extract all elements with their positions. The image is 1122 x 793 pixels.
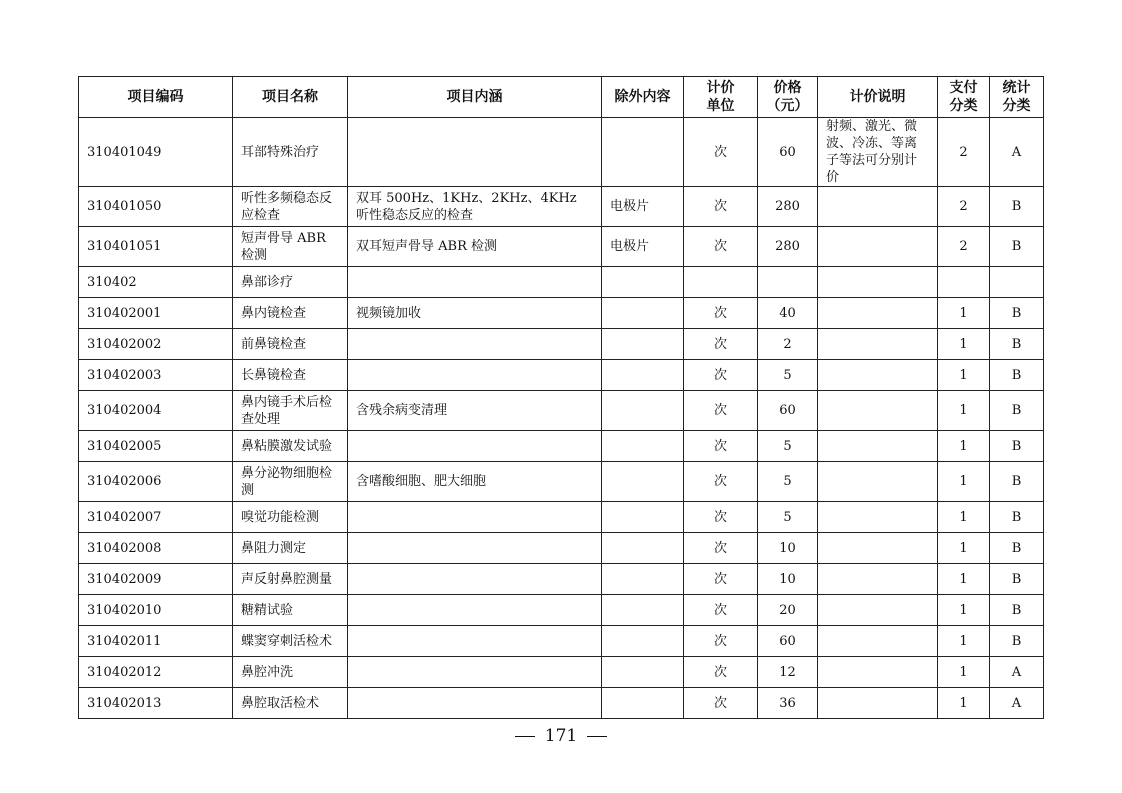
cell-name: 鼻部诊疗 [233, 267, 348, 298]
cell-pay: 1 [938, 688, 990, 719]
cell-excluded [602, 502, 684, 533]
cell-code: 310401049 [79, 118, 233, 187]
cell-note [818, 267, 938, 298]
cell-unit: 次 [684, 298, 758, 329]
cell-excluded [602, 462, 684, 502]
cell-code: 310401050 [79, 187, 233, 227]
cell-content: 双耳短声骨导 ABR 检测 [348, 227, 602, 267]
cell-pay: 1 [938, 462, 990, 502]
cell-excluded [602, 595, 684, 626]
cell-unit: 次 [684, 118, 758, 187]
header-unit: 计价 单位 [684, 77, 758, 118]
header-excluded: 除外内容 [602, 77, 684, 118]
cell-excluded: 电极片 [602, 227, 684, 267]
cell-pay: 2 [938, 187, 990, 227]
cell-pay: 1 [938, 564, 990, 595]
cell-note [818, 626, 938, 657]
table-row [79, 595, 1044, 626]
cell-note [818, 329, 938, 360]
table-row [79, 462, 1044, 502]
cell-unit: 次 [684, 462, 758, 502]
cell-stat: A [990, 657, 1044, 688]
page-footer [0, 726, 1122, 746]
cell-content [348, 360, 602, 391]
table-row [79, 502, 1044, 533]
cell-stat: B [990, 431, 1044, 462]
cell-stat: B [990, 360, 1044, 391]
table-row [79, 329, 1044, 360]
cell-name: 鼻阻力测定 [233, 533, 348, 564]
cell-excluded [602, 391, 684, 431]
cell-stat: B [990, 595, 1044, 626]
fee-table [78, 76, 1044, 719]
cell-code: 310402009 [79, 564, 233, 595]
cell-name: 声反射鼻腔测量 [233, 564, 348, 595]
cell-excluded [602, 626, 684, 657]
cell-stat: B [990, 462, 1044, 502]
cell-code: 310402007 [79, 502, 233, 533]
cell-content [348, 533, 602, 564]
cell-unit: 次 [684, 187, 758, 227]
cell-pay: 1 [938, 360, 990, 391]
cell-stat: B [990, 564, 1044, 595]
cell-stat: B [990, 626, 1044, 657]
cell-code: 310402003 [79, 360, 233, 391]
cell-price: 5 [758, 502, 818, 533]
cell-stat: B [990, 391, 1044, 431]
cell-unit: 次 [684, 329, 758, 360]
cell-price: 40 [758, 298, 818, 329]
cell-name: 鼻粘膜激发试验 [233, 431, 348, 462]
cell-code: 310402013 [79, 688, 233, 719]
table-row [79, 391, 1044, 431]
cell-price: 20 [758, 595, 818, 626]
cell-content [348, 564, 602, 595]
cell-pay: 1 [938, 626, 990, 657]
cell-content [348, 595, 602, 626]
cell-stat [990, 267, 1044, 298]
cell-pay: 2 [938, 118, 990, 187]
table-row [79, 626, 1044, 657]
cell-stat: B [990, 298, 1044, 329]
cell-name: 听性多频稳态反应检查 [233, 187, 348, 227]
cell-code: 310402010 [79, 595, 233, 626]
cell-note [818, 227, 938, 267]
cell-price: 12 [758, 657, 818, 688]
table-row [79, 298, 1044, 329]
cell-excluded [602, 657, 684, 688]
header-code: 项目编码 [79, 77, 233, 118]
cell-excluded [602, 118, 684, 187]
table-row [79, 267, 1044, 298]
cell-note [818, 360, 938, 391]
cell-content: 视频镜加收 [348, 298, 602, 329]
cell-note [818, 187, 938, 227]
cell-note [818, 657, 938, 688]
header-price: 价格 （元） [758, 77, 818, 118]
cell-unit: 次 [684, 502, 758, 533]
cell-stat: B [990, 187, 1044, 227]
header-stat: 统计 分类 [990, 77, 1044, 118]
cell-unit: 次 [684, 391, 758, 431]
cell-content [348, 657, 602, 688]
cell-content [348, 502, 602, 533]
cell-stat: B [990, 227, 1044, 267]
header-note: 计价说明 [818, 77, 938, 118]
cell-name: 糖精试验 [233, 595, 348, 626]
cell-name: 前鼻镜检查 [233, 329, 348, 360]
cell-price: 5 [758, 360, 818, 391]
table-row [79, 360, 1044, 391]
cell-name: 鼻分泌物细胞检测 [233, 462, 348, 502]
cell-content: 双耳 500Hz、1KHz、2KHz、4KHz 听性稳态反应的检查 [348, 187, 602, 227]
cell-code: 310402008 [79, 533, 233, 564]
cell-pay: 1 [938, 298, 990, 329]
cell-price: 36 [758, 688, 818, 719]
header-pay: 支付 分类 [938, 77, 990, 118]
cell-note [818, 502, 938, 533]
cell-name: 嗅觉功能检测 [233, 502, 348, 533]
cell-excluded [602, 298, 684, 329]
cell-excluded: 电极片 [602, 187, 684, 227]
cell-unit [684, 267, 758, 298]
header-name: 项目名称 [233, 77, 348, 118]
cell-note [818, 564, 938, 595]
cell-content [348, 431, 602, 462]
cell-code: 310402005 [79, 431, 233, 462]
cell-pay: 1 [938, 329, 990, 360]
cell-unit: 次 [684, 626, 758, 657]
cell-note [818, 391, 938, 431]
cell-unit: 次 [684, 360, 758, 391]
page-number: 171 [544, 726, 578, 746]
cell-excluded [602, 564, 684, 595]
cell-name: 蝶窦穿刺活检术 [233, 626, 348, 657]
cell-code: 310402001 [79, 298, 233, 329]
cell-unit: 次 [684, 533, 758, 564]
cell-unit: 次 [684, 227, 758, 267]
cell-code: 310401051 [79, 227, 233, 267]
cell-content [348, 329, 602, 360]
cell-code: 310402012 [79, 657, 233, 688]
cell-name: 长鼻镜检查 [233, 360, 348, 391]
cell-pay: 1 [938, 431, 990, 462]
cell-unit: 次 [684, 431, 758, 462]
cell-note [818, 533, 938, 564]
table-row [79, 227, 1044, 267]
cell-stat: B [990, 329, 1044, 360]
cell-excluded [602, 360, 684, 391]
cell-excluded [602, 329, 684, 360]
left-dash [515, 736, 535, 737]
table-row [79, 688, 1044, 719]
cell-excluded [602, 267, 684, 298]
cell-name: 鼻内镜检查 [233, 298, 348, 329]
cell-unit: 次 [684, 564, 758, 595]
cell-pay: 1 [938, 657, 990, 688]
cell-stat: A [990, 118, 1044, 187]
cell-content: 含残余病变清理 [348, 391, 602, 431]
cell-code: 310402011 [79, 626, 233, 657]
table-row [79, 431, 1044, 462]
cell-content [348, 626, 602, 657]
cell-stat: B [990, 502, 1044, 533]
cell-note [818, 688, 938, 719]
cell-content [348, 688, 602, 719]
cell-content: 含嗜酸细胞、肥大细胞 [348, 462, 602, 502]
table-row [79, 118, 1044, 187]
cell-name: 鼻腔取活检术 [233, 688, 348, 719]
cell-excluded [602, 431, 684, 462]
cell-name: 鼻内镜手术后检查处理 [233, 391, 348, 431]
table-row [79, 657, 1044, 688]
cell-unit: 次 [684, 657, 758, 688]
cell-price: 280 [758, 187, 818, 227]
table-body [79, 118, 1044, 719]
cell-name: 鼻腔冲洗 [233, 657, 348, 688]
cell-content [348, 118, 602, 187]
table-row [79, 533, 1044, 564]
cell-note [818, 462, 938, 502]
cell-stat: B [990, 533, 1044, 564]
cell-pay [938, 267, 990, 298]
cell-name: 耳部特殊治疗 [233, 118, 348, 187]
cell-price: 2 [758, 329, 818, 360]
cell-excluded [602, 533, 684, 564]
cell-price: 280 [758, 227, 818, 267]
cell-price: 60 [758, 118, 818, 187]
cell-unit: 次 [684, 688, 758, 719]
table-row [79, 564, 1044, 595]
cell-price: 60 [758, 391, 818, 431]
cell-code: 310402004 [79, 391, 233, 431]
cell-price: 10 [758, 533, 818, 564]
right-dash [587, 736, 607, 737]
cell-stat: A [990, 688, 1044, 719]
cell-note [818, 431, 938, 462]
cell-note: 射频、激光、微波、冷冻、等离子等法可分别计价 [818, 118, 938, 187]
cell-code: 310402002 [79, 329, 233, 360]
cell-code: 310402006 [79, 462, 233, 502]
cell-note [818, 595, 938, 626]
header-row [79, 77, 1044, 118]
cell-price: 60 [758, 626, 818, 657]
cell-code: 310402 [79, 267, 233, 298]
cell-pay: 1 [938, 391, 990, 431]
cell-price [758, 267, 818, 298]
table-row [79, 187, 1044, 227]
cell-unit: 次 [684, 595, 758, 626]
cell-name: 短声骨导 ABR 检测 [233, 227, 348, 267]
cell-pay: 2 [938, 227, 990, 267]
cell-content [348, 267, 602, 298]
cell-pay: 1 [938, 533, 990, 564]
cell-pay: 1 [938, 502, 990, 533]
cell-pay: 1 [938, 595, 990, 626]
cell-price: 10 [758, 564, 818, 595]
header-content: 项目内涵 [348, 77, 602, 118]
cell-price: 5 [758, 431, 818, 462]
cell-note [818, 298, 938, 329]
cell-price: 5 [758, 462, 818, 502]
cell-excluded [602, 688, 684, 719]
